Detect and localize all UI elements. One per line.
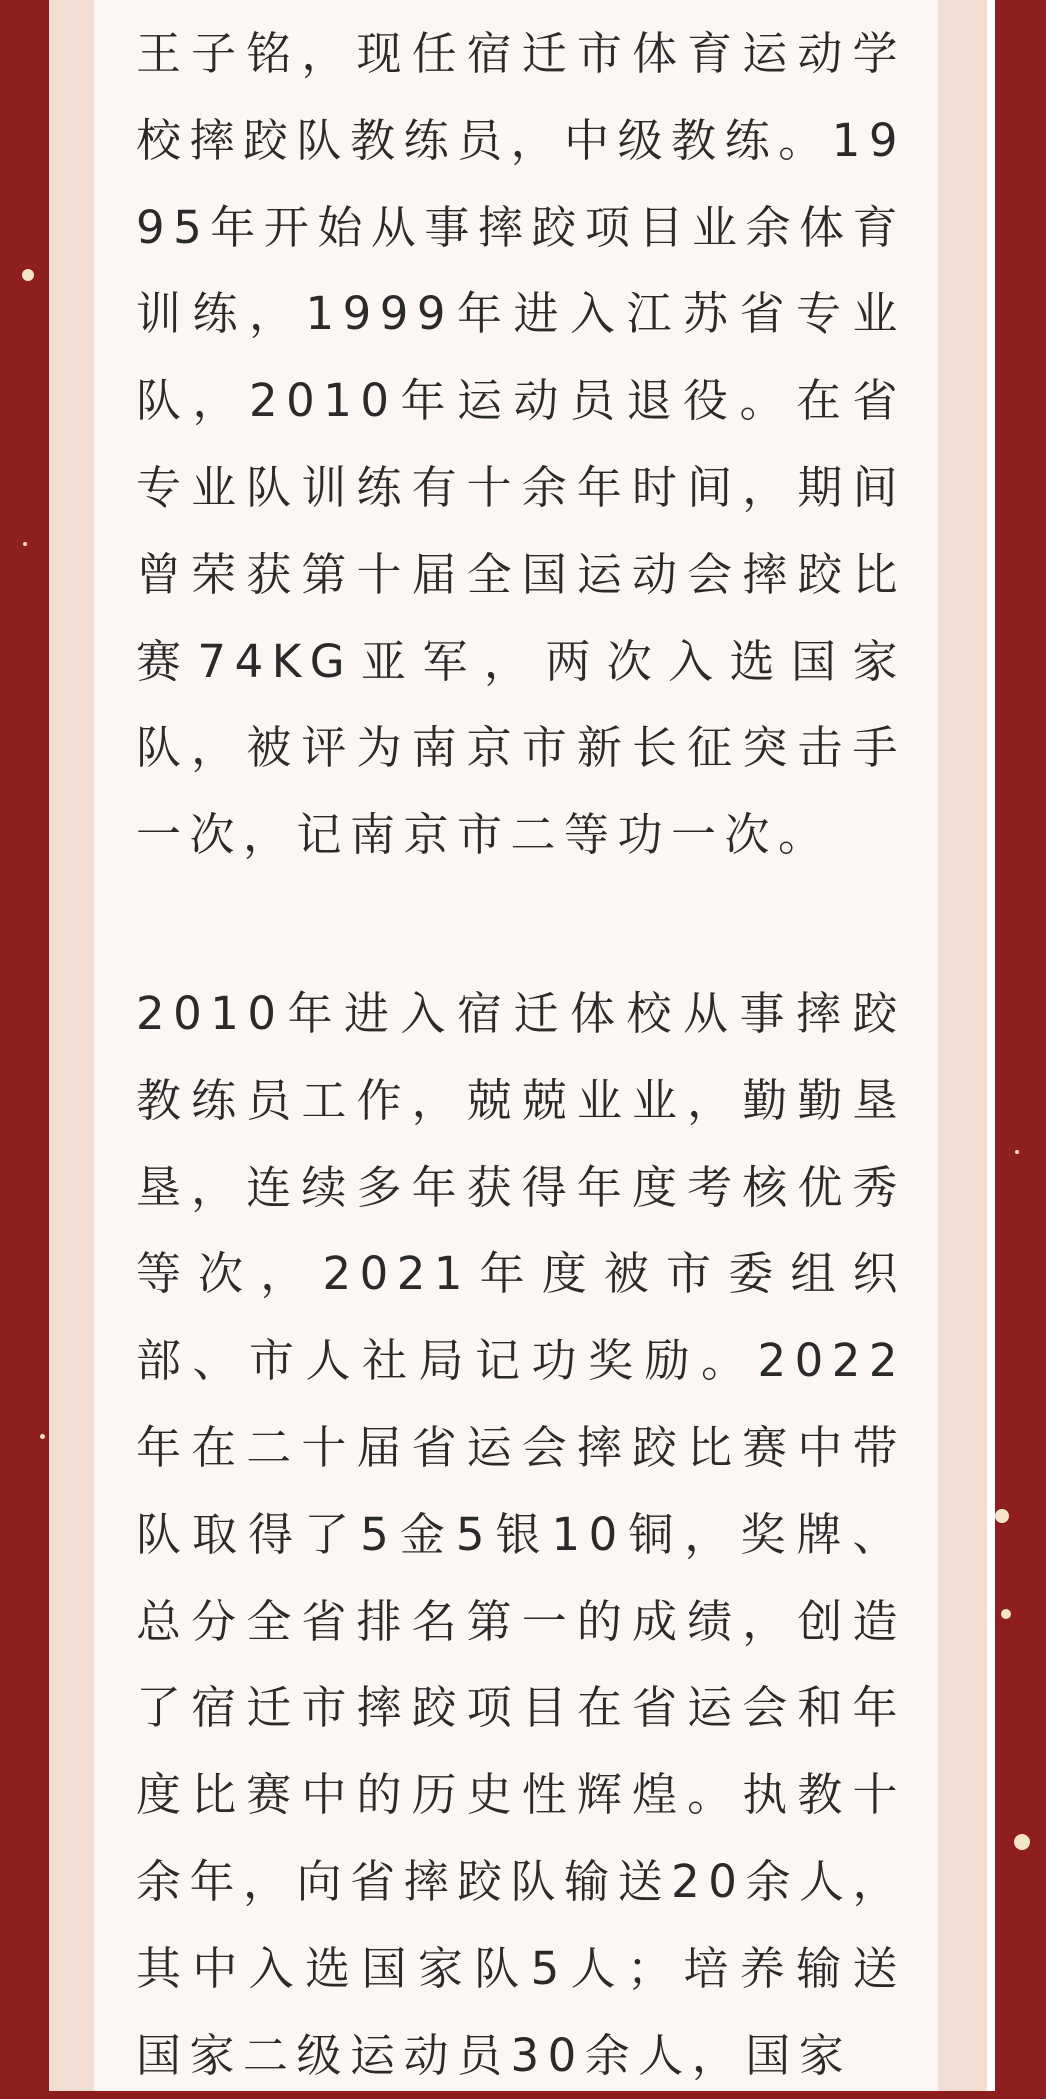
- sparkle-decoration: [1015, 1150, 1019, 1154]
- sparkle-decoration: [995, 1509, 1009, 1523]
- left-pink-border: [49, 0, 94, 2091]
- paragraph-2: 2010年进入宿迁体校从事摔跤教练员工作，兢兢业业，勤勤垦垦，连续多年获得年度考核优秀等次，2021年度被市委组织部、市人社局记功奖励。2022年在二十届省运会摔跤比赛中带队取得了5金5银10铜，奖牌、总分全省排名第一的成绩，创造了宿迁市摔跤项目在省运会和年度比赛中的历史性辉煌。执教十余年，向省摔跤队输送20余人，其中入选国家队5人；培养输送国家二级运动员30余人，国家: [136, 987, 906, 2082]
- sparkle-decoration: [23, 542, 27, 546]
- sparkle-decoration: [1001, 1609, 1011, 1619]
- sparkle-decoration: [22, 269, 34, 281]
- sparkle-decoration: [1014, 1834, 1030, 1850]
- article-panel: [94, 0, 938, 2091]
- paragraph-1: 王子铭，现任宿迁市体育运动学校摔跤队教练员，中级教练。1995年开始从事摔跤项目业余体育训练，1999年进入江苏省专业队，2010年运动员退役。在省专业队训练有十余年时间，期间曾荣获第十届全国运动会摔跤比赛74KG亚军，两次入选国家队，被评为南京市新长征突击手一次，记南京市二等功一次。: [136, 27, 906, 862]
- right-red-frame: [995, 0, 1046, 2091]
- sparkle-decoration: [40, 1434, 45, 1439]
- right-pink-border: [938, 0, 995, 2091]
- left-red-frame: [0, 0, 49, 2091]
